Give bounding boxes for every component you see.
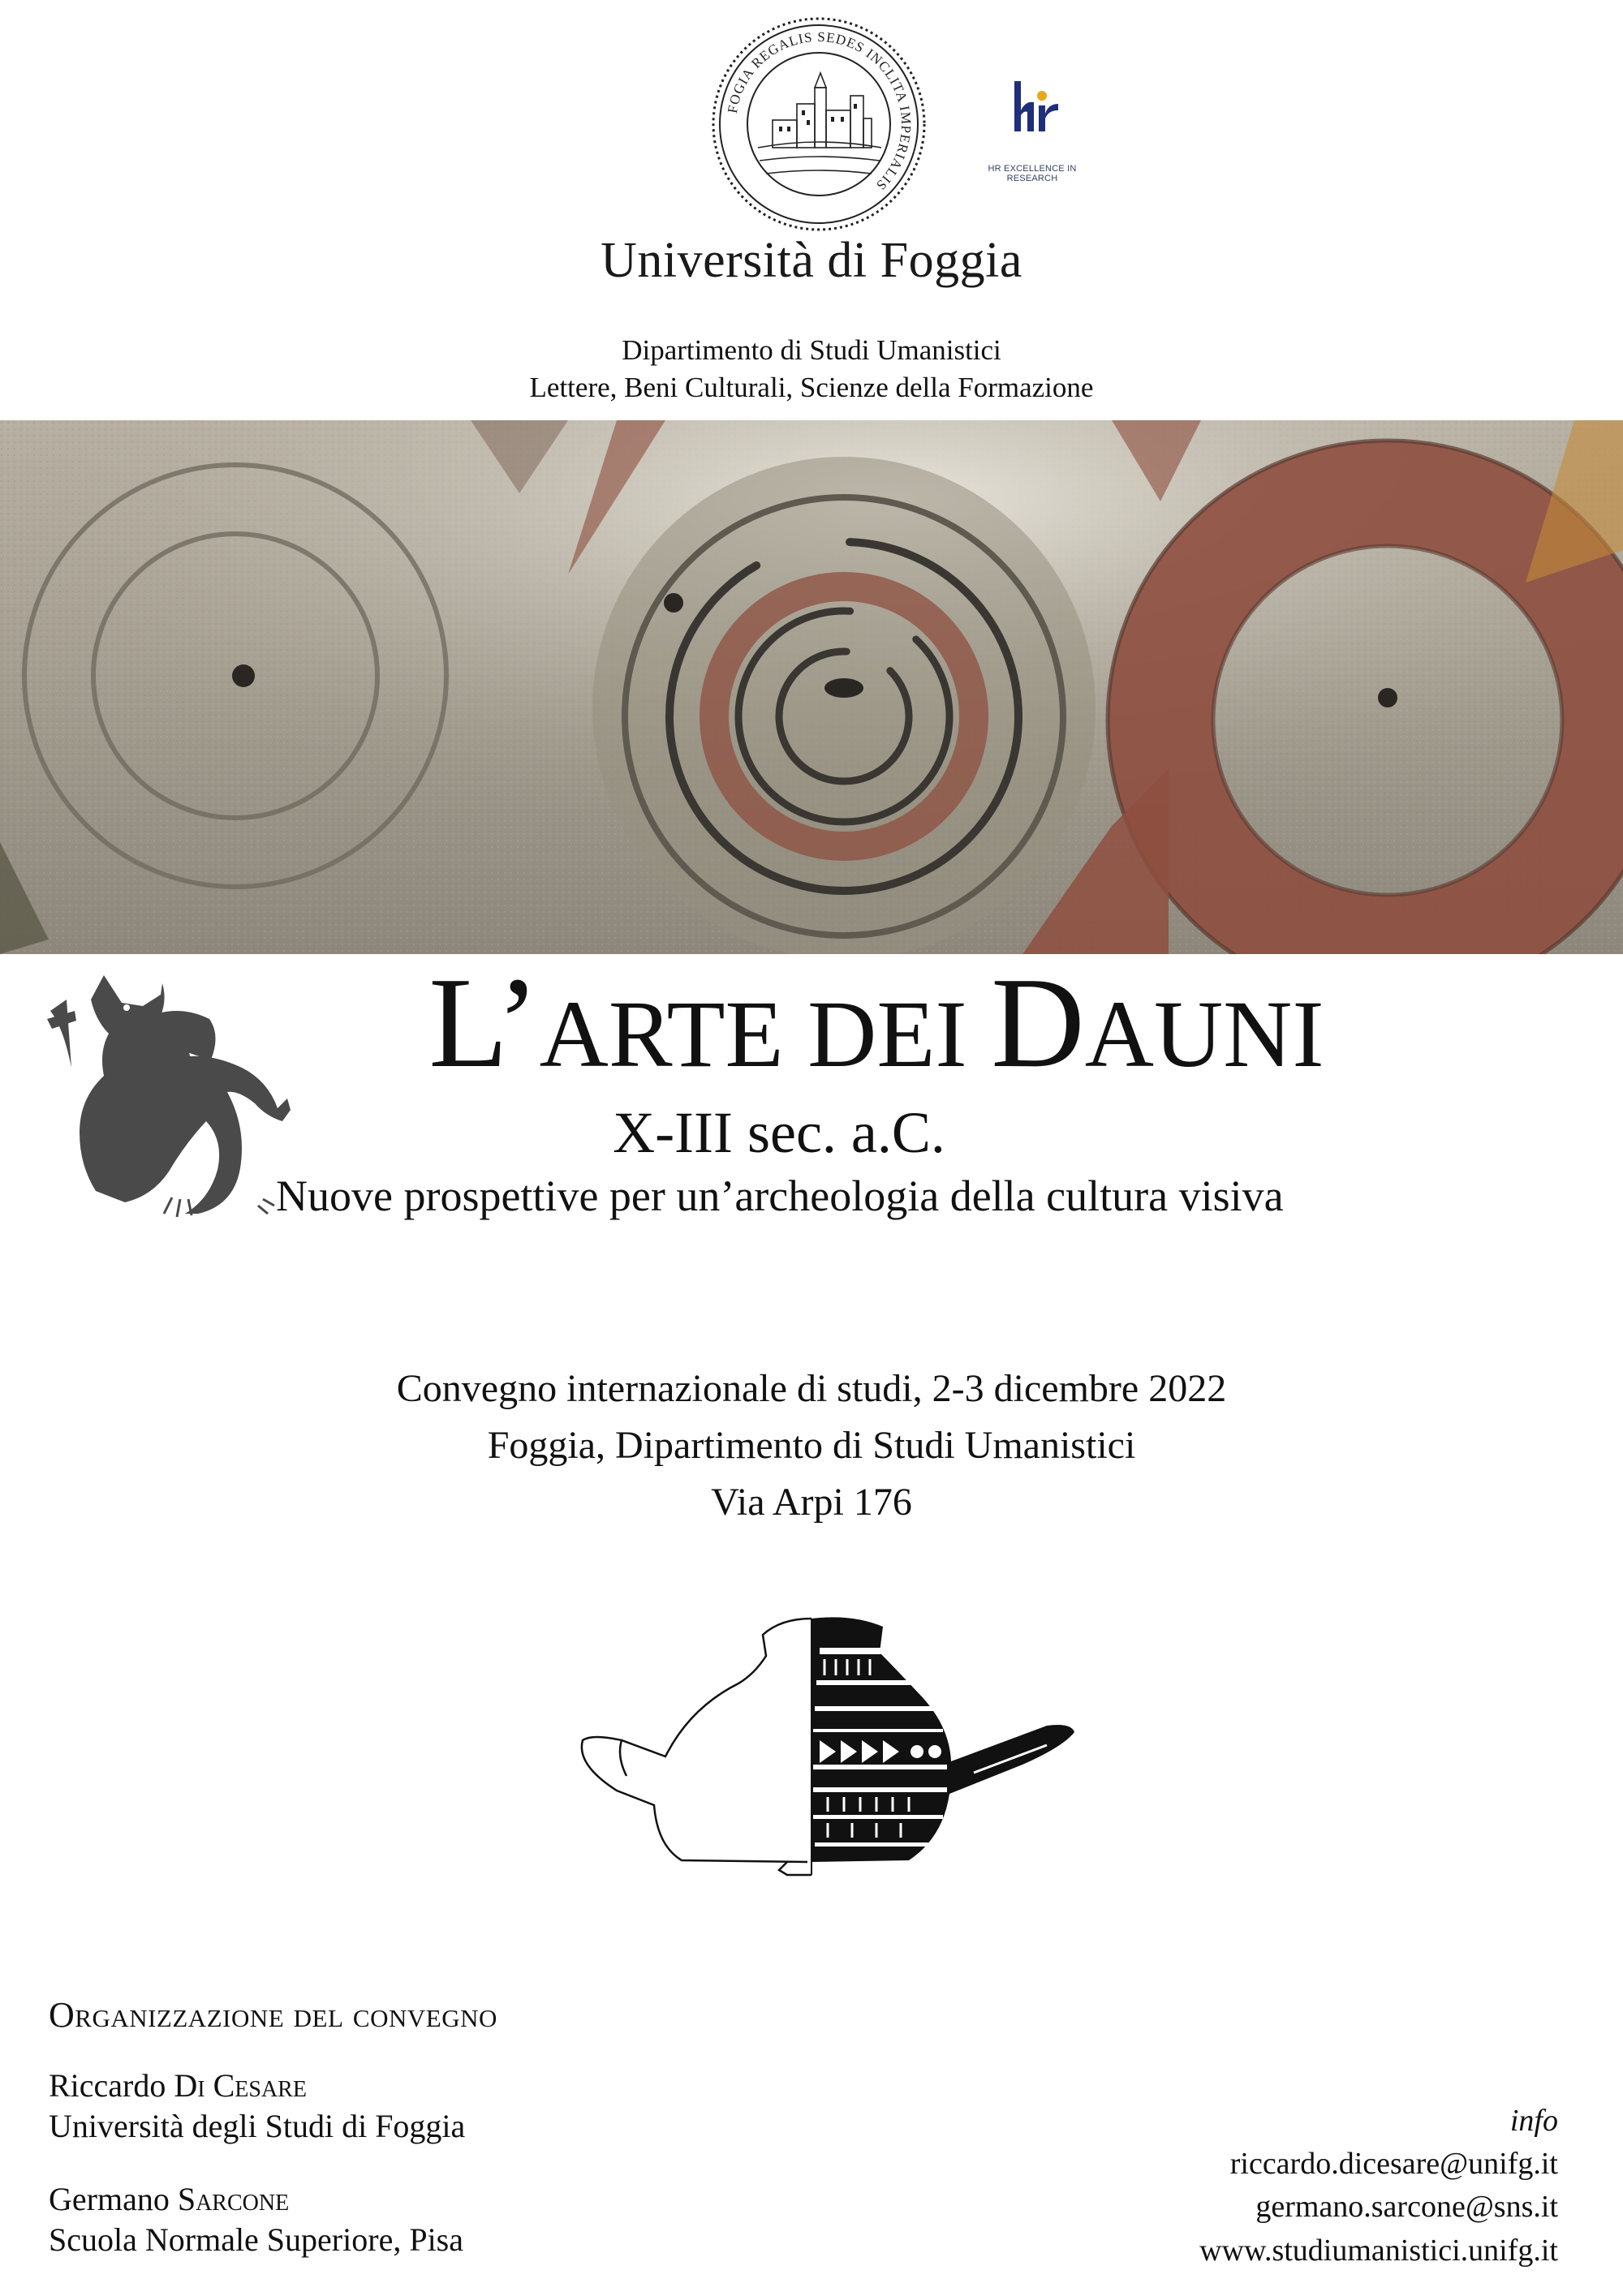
organizer-2-name (49, 2179, 463, 2220)
stele-photo (0, 420, 1623, 954)
title-auni: AUNI (1084, 981, 1324, 1087)
event-description: Convegno internazionale di studi, 2-3 dicembre 2022 (396, 1367, 1227, 1410)
askos-vase-illustration (568, 1602, 1079, 1878)
university-seal (709, 15, 928, 234)
department-subtitle: Lettere, Beni Culturali, Scienze della Formazione (529, 372, 1094, 403)
website-link[interactable]: www.studiumanistici.unifg.it (1199, 2233, 1558, 2268)
organizer-1-first-name: Riccardo (49, 2067, 166, 2104)
page-title (357, 950, 1396, 1094)
organization-heading: Organizzazione del convegno (49, 1995, 497, 2035)
organizer-1 (49, 2066, 465, 2147)
title-l: L’ (428, 950, 540, 1094)
university-name: Università di Foggia (601, 233, 1022, 288)
event-address: Via Arpi 176 (711, 1481, 912, 1524)
organizer-1-last-name: Di Cesare (174, 2067, 307, 2104)
info-block (1055, 2100, 1558, 2272)
email-sarcone[interactable]: germano.sarcone@sns.it (1255, 2190, 1558, 2225)
department-name: Dipartimento di Studi Umanistici (622, 334, 1001, 366)
organizer-2-last-name: Sarcone (177, 2181, 290, 2217)
period-dates: X-III sec. a.C. (613, 1100, 945, 1165)
email-dicesare[interactable]: riccardo.dicesare@unifg.it (1229, 2147, 1558, 2182)
seal-text: FOGIA REGALIS SEDES INCLITA IMPERIALIS (724, 28, 915, 194)
organizer-2 (49, 2179, 463, 2260)
hr-caption: HR EXCELLENCE IN RESEARCH (988, 164, 1077, 183)
organizer-2-first-name: Germano (49, 2181, 170, 2217)
title-arte-dei: ARTE DEI (539, 981, 992, 1087)
hr-excellence-logo (967, 73, 1097, 183)
organizer-1-affiliation: Università degli Studi di Foggia (49, 2108, 466, 2144)
daunian-monster-figure (47, 970, 299, 1226)
event-location: Foggia, Dipartimento di Studi Umanistici (487, 1424, 1136, 1467)
organizer-2-affiliation: Scuola Normale Superiore, Pisa (49, 2221, 463, 2258)
info-label: info (1509, 2104, 1558, 2138)
organizer-1-name (49, 2066, 465, 2106)
svg-text:FOGIA REGALIS SEDES INCLITA IM (725, 29, 914, 194)
page-subtitle: Nuove prospettive per un’archeologia della cultura visiva (276, 1172, 1284, 1220)
title-d: D (991, 950, 1085, 1094)
